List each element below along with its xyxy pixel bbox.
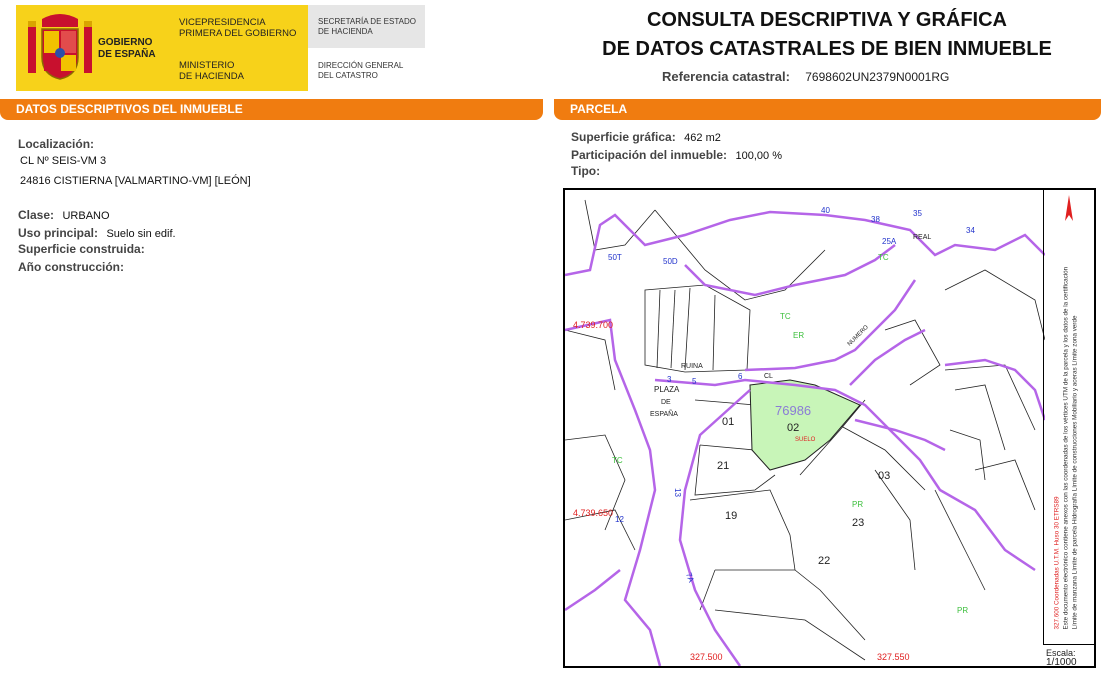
referencia-catastral [662, 69, 949, 84]
vicepresidencia-label: VICEPRESIDENCIA PRIMERA DEL GOBIERNO [179, 17, 297, 39]
parcel-03-label: 03 [878, 470, 891, 482]
datos-descriptivos-header: DATOS DESCRIPTIVOS DEL INMUEBLE [0, 99, 543, 120]
gobierno-logo-box [16, 5, 308, 91]
num-50d: 50D [663, 257, 678, 266]
uso-principal-label: Uso principal: [18, 226, 99, 240]
anio-construccion-label: Año construcción: [18, 260, 125, 274]
legend-text-block [1053, 190, 1080, 630]
participacion-row [571, 146, 782, 164]
scale-label: Escala: [1046, 648, 1076, 658]
parcel-01-label: 01 [722, 416, 735, 428]
uso-principal-row [18, 224, 176, 242]
participacion-label: Participación del inmueble: [571, 148, 728, 162]
coat-of-arms-icon [26, 13, 94, 83]
localizacion-line2: 24816 CISTIERNA [VALMARTINO-VM] [LEÓN] [20, 175, 251, 187]
er-label: ER [793, 331, 805, 340]
pr-label-1: PR [852, 500, 864, 509]
num-12: 12 [615, 515, 624, 524]
referencia-value: 7698602UN2379N0001RG [805, 70, 950, 84]
cadastral-map [563, 188, 1096, 668]
gobierno-label: GOBIERNO DE ESPAÑA [98, 37, 156, 60]
legend-coords: 327.600 Coordenadas U.T.M. Huso 30 ETRS89 [1053, 496, 1061, 630]
map-legend [1043, 188, 1097, 644]
suelo-label: SUELO [795, 437, 816, 443]
clase-value: URBANO [62, 210, 110, 222]
coord-y1: 4.739.700 [573, 320, 614, 330]
superficie-grafica-value: 462 m2 [684, 132, 721, 144]
direccion-general-label: DIRECCIÓN GENERAL DEL CATASTRO [318, 61, 404, 80]
espana-label: ESPAÑA [650, 411, 678, 418]
parcel-22-label: 22 [818, 555, 831, 567]
localizacion-label: Localización: [18, 137, 95, 151]
num-5: 5 [692, 377, 697, 386]
num-35: 35 [913, 209, 922, 218]
legend-doc-note: Este documento electrónico contiene anexos con las coordenadas de los vértices UTM de la parcela y los datos de la certificación [1062, 266, 1070, 630]
clase-label: Clase: [18, 208, 55, 222]
de-label: DE [661, 399, 671, 406]
pr-label-2: PR [957, 606, 969, 615]
num-6: 6 [738, 372, 743, 381]
tipo-label: Tipo: [571, 164, 601, 178]
scale-box [1043, 644, 1096, 668]
numero-label: NUMERO [846, 324, 870, 348]
header [0, 0, 1101, 96]
parcel-21-label: 21 [717, 460, 730, 472]
coord-x2: 327.550 [877, 652, 910, 662]
num-38: 38 [871, 215, 880, 224]
tc-label-center: TC [780, 312, 791, 321]
num-25a: 25A [882, 237, 897, 246]
plaza-label: PLAZA [654, 385, 680, 394]
superficie-construida-label: Superficie construida: [18, 242, 145, 256]
coord-y2: 4.739.650 [573, 508, 614, 518]
parcel-19-label: 19 [725, 510, 738, 522]
num-50t: 50T [608, 253, 622, 262]
parcel-02-label: 02 [787, 422, 800, 434]
superficie-grafica-row [571, 128, 721, 146]
num-40: 40 [821, 206, 830, 215]
ministerio-label: MINISTERIO DE HACIENDA [179, 60, 244, 82]
parcel-23-label: 23 [852, 517, 865, 529]
page-title-line1: CONSULTA DESCRIPTIVA Y GRÁFICA [646, 9, 1008, 31]
legend-items: Límite de manzana Límite de parcela Hidrografía Límite de construcciones Mobiliario y aceras Límite zona verde [1071, 315, 1079, 630]
clase-row [18, 206, 110, 224]
real-label: REAL [913, 234, 932, 241]
secretaria-box [308, 5, 425, 48]
ruina-label: RUINA [681, 363, 703, 370]
coord-x1: 327.500 [690, 652, 723, 662]
page-title-line2: DE DATOS CATASTRALES DE BIEN INMUEBLE [602, 38, 1052, 60]
parcel-ref-label: 76986 [775, 403, 812, 418]
scale-value: 1/1000 [1046, 657, 1077, 668]
localizacion-line1: CL Nº SEIS-VM 3 [20, 155, 107, 167]
north-arrow-icon [1054, 193, 1084, 223]
cl-label: CL [764, 373, 773, 380]
map-drawing [565, 190, 1045, 666]
superficie-grafica-label: Superficie gráfica: [571, 130, 676, 144]
participacion-value: 100,00 % [735, 150, 782, 162]
tc-label-left: TC [612, 456, 623, 465]
num-3: 3 [667, 375, 672, 384]
tc-label-top: TC [878, 253, 889, 262]
num-34: 34 [966, 226, 975, 235]
uso-principal-value: Suelo sin edif. [106, 228, 176, 240]
referencia-label: Referencia catastral: [662, 69, 790, 84]
parcela-header: PARCELA [554, 99, 1101, 120]
num-13: 13 [672, 488, 682, 497]
num-7a: 7A [683, 571, 696, 584]
secretaria-label: SECRETARÍA DE ESTADO DE HACIENDA [318, 17, 416, 36]
